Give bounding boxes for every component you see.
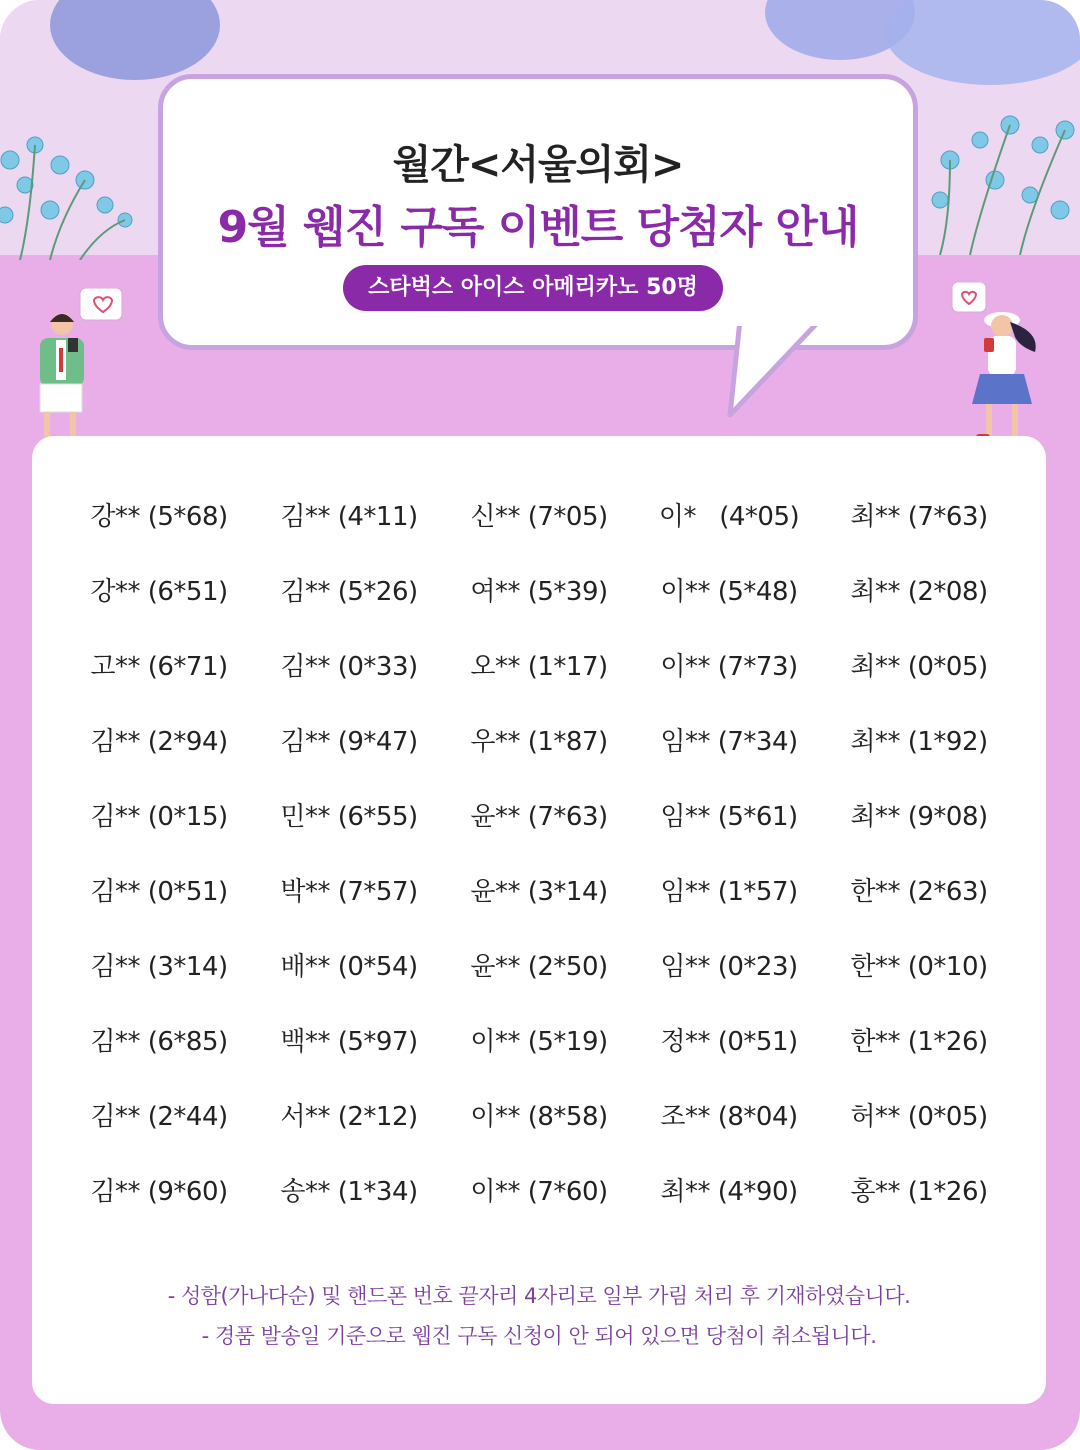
winner-entry: 윤** (3*14): [470, 877, 608, 907]
winner-entry: 김** (3*14): [90, 952, 228, 982]
winner-entry: 최** (2*08): [850, 577, 988, 607]
headline-speech-bubble: [158, 74, 918, 350]
winner-entry: 정** (0*51): [660, 1027, 798, 1057]
winner-entry: 김** (0*33): [280, 652, 418, 682]
winner-entry: 김** (0*15): [90, 802, 228, 832]
winner-entry: 오** (1*17): [470, 652, 608, 682]
winner-entry: 우** (1*87): [470, 727, 608, 757]
winner-entry: 이** (5*19): [470, 1027, 608, 1057]
winner-entry: 신** (7*05): [470, 502, 608, 532]
winner-entry: 송** (1*34): [280, 1177, 418, 1207]
winner-entry: 김** (9*60): [90, 1177, 228, 1207]
winners-grid: [64, 496, 1014, 1246]
winner-entry: 배** (0*54): [280, 952, 418, 982]
winner-entry: 임** (5*61): [660, 802, 798, 832]
winner-entry: 이** (7*60): [470, 1177, 608, 1207]
flower-bush-icon: [920, 100, 1080, 255]
winner-entry: 김** (0*51): [90, 877, 228, 907]
winner-entry: 김** (2*94): [90, 727, 228, 757]
winner-entry: 임** (7*34): [660, 727, 798, 757]
winner-entry: 김** (5*26): [280, 577, 418, 607]
title-line-2: 9월 웹진 구독 이벤트 당첨자 안내: [217, 202, 859, 253]
winner-entry: 여** (5*39): [470, 577, 608, 607]
winner-entry: 최** (0*05): [850, 652, 988, 682]
winner-entry: 김** (6*85): [90, 1027, 228, 1057]
winner-entry: 윤** (7*63): [470, 802, 608, 832]
speech-bubble-tail: [720, 320, 830, 420]
winner-entry: 박** (7*57): [280, 877, 418, 907]
winner-entry: 이* (4*05): [658, 502, 800, 532]
winner-entry: 조** (8*04): [660, 1102, 798, 1132]
winner-entry: 한** (2*63): [850, 877, 988, 907]
notice-text: [32, 1276, 1046, 1356]
man-with-phone-illustration: [28, 288, 128, 458]
winner-entry: 최** (7*63): [850, 502, 988, 532]
winner-entry: 최** (9*08): [850, 802, 988, 832]
flower-bush-icon: [0, 120, 150, 260]
woman-with-phone-illustration: [940, 282, 1050, 457]
winner-entry: 허** (0*05): [850, 1102, 988, 1132]
winner-entry: 김** (2*44): [90, 1102, 228, 1132]
winner-entry: 김** (9*47): [280, 727, 418, 757]
winner-entry: 윤** (2*50): [470, 952, 608, 982]
winner-entry: 최** (1*92): [850, 727, 988, 757]
notice-line: - 성함(가나다순) 및 핸드폰 번호 끝자리 4자리로 일부 가림 처리 후 기재하였습니다.: [167, 1284, 911, 1308]
winner-entry: 이** (8*58): [470, 1102, 608, 1132]
winner-entry: 임** (1*57): [660, 877, 798, 907]
winner-entry: 이** (7*73): [660, 652, 798, 682]
notice-line: - 경품 발송일 기준으로 웹진 구독 신청이 안 되어 있으면 당첨이 취소됩니다.: [201, 1324, 877, 1348]
title-line-1: 월간<서울의회>: [392, 142, 684, 188]
winner-entry: 고** (6*71): [90, 652, 228, 682]
prize-badge: 스타벅스 아이스 아메리카노 50명: [343, 265, 723, 311]
winner-entry: 강** (5*68): [90, 502, 228, 532]
winner-entry: 한** (1*26): [850, 1027, 988, 1057]
winners-card: [32, 436, 1046, 1404]
winner-entry: 홍** (1*26): [850, 1177, 988, 1207]
winner-entry: 강** (6*51): [90, 577, 228, 607]
winner-entry: 최** (4*90): [660, 1177, 798, 1207]
winner-entry: 서** (2*12): [280, 1102, 418, 1132]
winner-entry: 임** (0*23): [660, 952, 798, 982]
winner-entry: 민** (6*55): [280, 802, 418, 832]
winner-entry: 백** (5*97): [280, 1027, 418, 1057]
winner-entry: 김** (4*11): [280, 502, 418, 532]
winner-entry: 한** (0*10): [850, 952, 988, 982]
winner-entry: 이** (5*48): [660, 577, 798, 607]
